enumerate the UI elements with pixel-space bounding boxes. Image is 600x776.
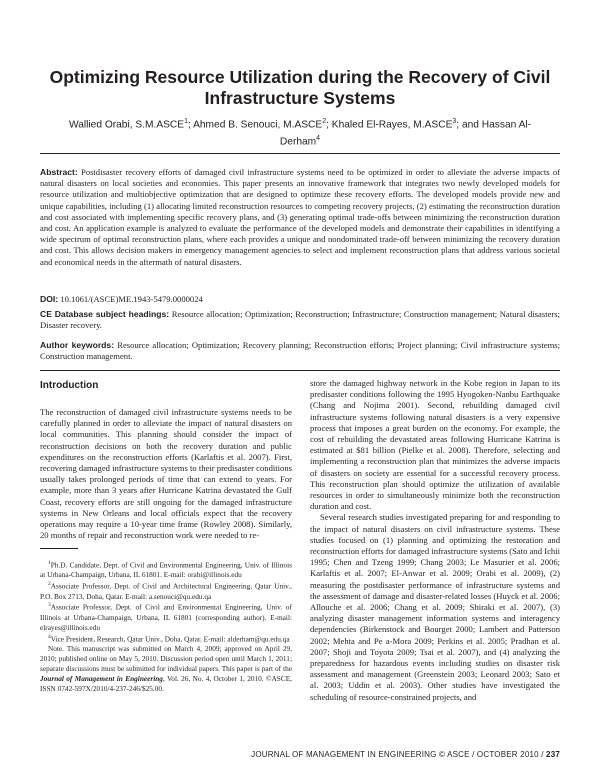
subject-headings-label: CE Database subject headings: bbox=[40, 309, 170, 319]
subject-headings bbox=[40, 309, 560, 331]
author-keywords bbox=[40, 340, 560, 362]
abstract-text: Postdisaster recovery efforts of damaged civil infrastructure systems need to be optimized in order to alleviate the adverse impacts of natural disasters on local societies and economies. This paper presents an innovative framework that integrates two newly developed models for resource utilization and multiobjective optimization that are designed to optimize these recovery efforts. The developed models provide new and unique capabilities, including (1) allocating limited reconstruction resources to competing recovery projects, (2) estimating the reconstruction duration and cost associated with implementing specific recovery plans, and (3) generating optimal trade-offs between minimizing the reconstruction duration and cost. An application example is analyzed to evaluate the performance of the developed models and demonstrate their capabilities in identifying a wide spectrum of optimal reconstruction plans, where each provides a unique and nondominated trade-off between minimizing the recovery duration and cost. This allows decision makers in emergency management agencies to select and implement reconstruction plans that address various societal and economical needs in the aftermath of natural disasters. bbox=[40, 167, 560, 267]
body-paragraph: Several research studies investigated preparing for and responding to the impact of natural disasters on civil infrastructure systems. These studies focused on (1) planning and optimizing the restoration and reconstruction efforts for damaged infrastructure systems (Sato and Ichii 1995; Chen and Tzeng 1999; Chang 2003; Le Masurier et al. 2006; Karlaftis et al. 2007; El-Anwar et al. 2009; Orabi et al. 2009), (2) measuring the postdisaster performance of infrastructure systems and the assessment of damage and disaster-related losses (Huyck et al. 2006; Allouche et al. 2006; Chang et al. 2009; Shiraki et al. 2007), (3) analyzing disaster management information systems and interagency dependencies (Birkenstock and Bourget 2000; Lambert and Patterson 2002; Mehta and Pe a-Mora 2009; Perkins et al. 2005; Pradhan et al. 2007; Shoji and Toyota 2009; Tsai et al. 2007), and (4) analyzing the preparedness for hazardous events including studies on disaster risk assessment and management (Greenstein 2003; Leonard 2003; Sato et al. 2003; Uddin et al. 2003). Other studies have investigated the scheduling of resource-constrained projects, and bbox=[310, 512, 560, 702]
author-affiliation-mark: 1 bbox=[184, 118, 188, 125]
footnote-mark: 1 bbox=[48, 560, 51, 566]
author-name: ; and Hassan Al-Derham bbox=[279, 119, 532, 148]
footer-journal: JOURNAL OF MANAGEMENT IN ENGINEERING © ASCE / OCTOBER 2010 / bbox=[251, 750, 547, 759]
footnote-text: Ph.D. Candidate, Dept. of Civil and Environmental Engineering, Univ. of Illinois at Urbana-Champaign, Urbana, IL 61801. E-mail: orabi@illinois.edu bbox=[40, 560, 292, 580]
body-paragraph: store the damaged highway network in the Kobe region in Japan to its predisaster conditions following the 1995 Hyogoken-Nanbu Earthquake (Chang and Nojima 2001). Second, rebuilding damaged civil infrastructure systems following natural disasters is a very expensive process that imposes a great burden on the economy. For example, the cost of rebuilding the devastated areas following Hurricane Katrina is estimated at $81 billion (Pielke et al. 2008). Therefore, selecting and implementing a reconstruction plan that minimizes the adverse impacts of disasters on society are essential for a successful recovery process. This reconstruction plan should optimize the utilization of available resources in order to simultaneously minimize both the reconstruction duration and cost. bbox=[310, 378, 560, 512]
footnote-text: Associate Professor, Dept. of Civil and Architectural Engineering, Qatar Univ., P.O. Box 2713, Doha, Qatar. E-mail: a.senouci@qu.edu.qa bbox=[40, 581, 292, 601]
top-divider bbox=[40, 153, 560, 154]
abstract-label: Abstract: bbox=[40, 167, 78, 177]
page-footer bbox=[251, 750, 560, 759]
section-divider bbox=[40, 370, 560, 371]
author-affiliation-mark: 2 bbox=[322, 118, 327, 125]
author-keywords-label: Author keywords: bbox=[40, 340, 115, 350]
footnote bbox=[40, 580, 292, 601]
footnote-text: Vice President, Research, Qatar Univ., Doha, Qatar. E-mail: alderham@qu.edu.qa bbox=[50, 634, 290, 644]
footnote-mark: 4 bbox=[48, 633, 51, 640]
author-name: ; Ahmed B. Senouci, M.ASCE bbox=[188, 119, 323, 131]
footnote bbox=[40, 633, 292, 644]
footnote bbox=[40, 559, 292, 580]
author-affiliation-mark: 3 bbox=[452, 118, 457, 125]
left-column bbox=[40, 407, 292, 541]
right-column bbox=[310, 378, 560, 703]
footnotes bbox=[40, 559, 292, 693]
author-line bbox=[50, 115, 550, 150]
subject-headings-text: Resource allocation; Optimization; Reconstruction; Infrastructure; Construction management; Natural disasters; Disaster recovery. bbox=[40, 309, 560, 331]
doi-link[interactable]: 10.1061/(ASCE)ME.1943-5479.0000024 bbox=[60, 294, 203, 304]
author-keywords-text: Resource allocation; Optimization; Recovery planning; Reconstruction efforts; Project planning; Civil infrastructure systems; Construction management. bbox=[40, 340, 560, 362]
author-name: Wallied Orabi, S.M.ASCE bbox=[68, 119, 185, 131]
section-heading-introduction: Introduction bbox=[40, 380, 99, 391]
note-text: Note. This manuscript was submitted on March 4, 2009; approved on April 29, 2010; published online on May 5, 2010. Discussion period open until March 1, 2011; separate discussions must be submitted for individual papers. This paper is part of the bbox=[40, 643, 292, 673]
author-affiliation-mark: 4 bbox=[316, 135, 321, 143]
footnote-text: Associate Professor, Dept. of Civil and Environmental Engineering, Univ. of Illinois at Urbana-Champaign, Urbana, IL 61801 (corresponding author). E-mail: elrayes@illinois.edu bbox=[40, 602, 292, 632]
footnote-mark: 3 bbox=[48, 602, 51, 609]
footnote bbox=[40, 601, 292, 632]
manuscript-note bbox=[40, 644, 292, 694]
footnote-rule bbox=[40, 548, 78, 549]
page-number: 237 bbox=[546, 750, 560, 759]
journal-name: Journal of Management in Engineering bbox=[40, 673, 163, 683]
note-text: , Vol. 26, No. 4, October 1, 2010. ©ASCE, ISSN 0742-597X/2010/4-237-246/$25.00. bbox=[40, 673, 292, 693]
doi-label: DOI: bbox=[40, 294, 59, 304]
abstract bbox=[40, 167, 560, 268]
doi bbox=[40, 294, 560, 305]
author-name: ; Khaled El-Rayes, M.ASCE bbox=[326, 119, 453, 131]
footnote-mark: 2 bbox=[48, 581, 51, 588]
paper-title: Optimizing Resource Utilization during the Recovery of Civil Infrastructure Systems bbox=[49, 67, 551, 108]
body-paragraph: The reconstruction of damaged civil infrastructure systems needs to be carefully planned in order to alleviate the impact of natural disasters on local communities. This planning should consider the impact of reconstruction decisions on both the recovery duration and public expenditures on the reconstruction efforts (Karlaftis et al. 2007). First, recovering damaged infrastructure systems to their predisaster conditions usually takes prolonged periods of time that can extend to years. For example, more than 3 years after Hurricane Katrina devastated the Gulf Coast, recovery efforts are still ongoing for the damaged infrastructure systems in New Orleans and local officials expect that the recovery operations may require a 10-year time frame (Rowley 2008). Similarly, 20 months of repair and reconstruction work were needed to re- bbox=[40, 407, 292, 541]
